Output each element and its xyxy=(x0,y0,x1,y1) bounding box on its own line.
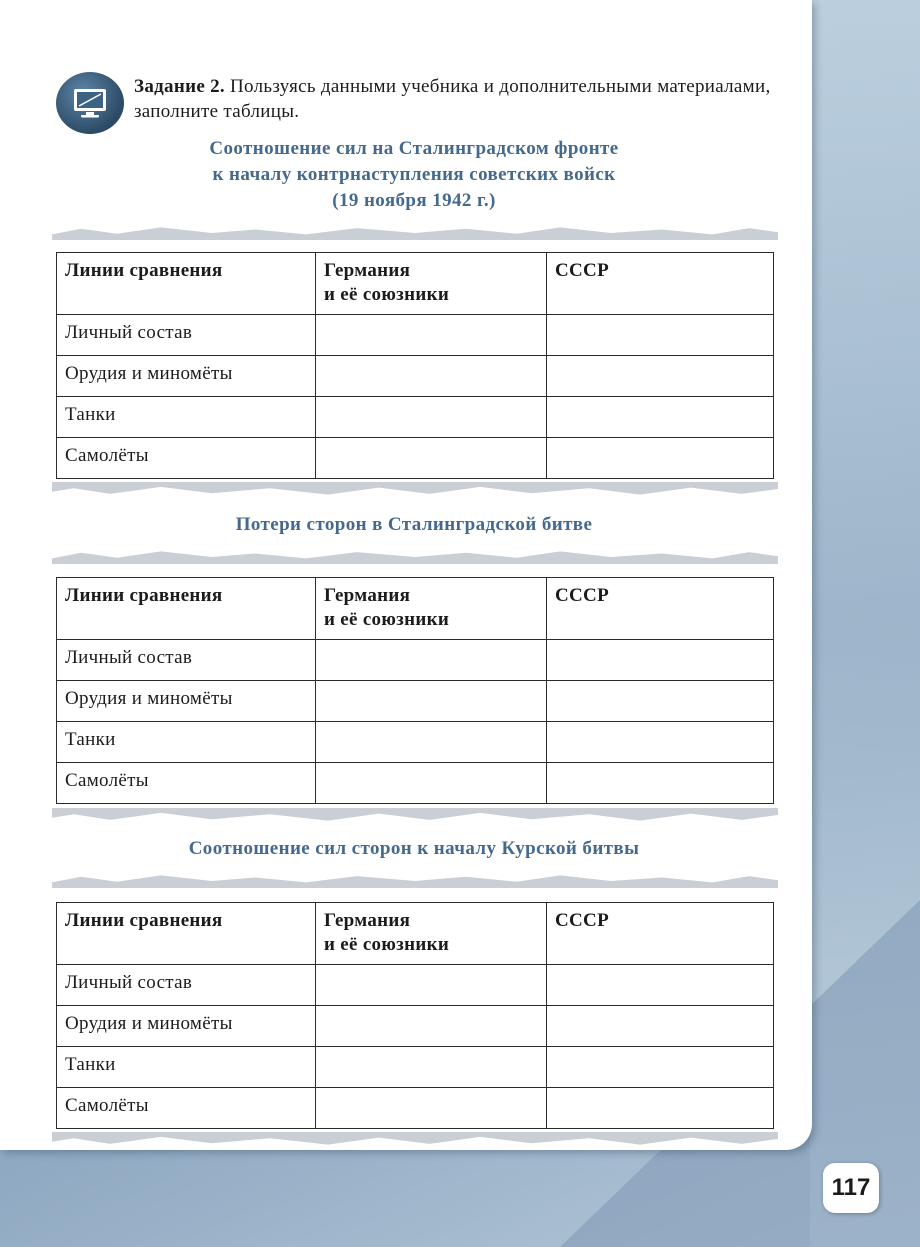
row-label: Танки xyxy=(57,397,316,438)
table-row xyxy=(57,397,774,438)
germany-answer-cell[interactable] xyxy=(316,438,547,479)
column-header: СССР xyxy=(547,578,774,640)
table-row xyxy=(57,640,774,681)
table-row xyxy=(57,681,774,722)
caption-line: к началу контрнаступления советских войск xyxy=(212,164,616,185)
ussr-answer-cell[interactable] xyxy=(547,397,774,438)
row-label: Личный состав xyxy=(57,965,316,1006)
table-2 xyxy=(56,577,774,804)
table-2-caption xyxy=(56,512,772,538)
table-1 xyxy=(56,252,774,479)
torn-edge-bottom xyxy=(52,1132,778,1146)
task-label: Задание 2. xyxy=(134,76,225,97)
ussr-answer-cell[interactable] xyxy=(547,640,774,681)
germany-answer-cell[interactable] xyxy=(316,397,547,438)
row-label: Орудия и миномёты xyxy=(57,681,316,722)
germany-answer-cell[interactable] xyxy=(316,640,547,681)
column-header: Германия и её союзники xyxy=(316,903,547,965)
row-label: Танки xyxy=(57,722,316,763)
row-label: Орудия и миномёты xyxy=(57,1006,316,1047)
caption-line: (19 ноября 1942 г.) xyxy=(332,190,496,211)
ussr-answer-cell[interactable] xyxy=(547,1006,774,1047)
ussr-answer-cell[interactable] xyxy=(547,438,774,479)
row-label: Личный состав xyxy=(57,640,316,681)
torn-edge-bottom xyxy=(52,482,778,496)
ussr-answer-cell[interactable] xyxy=(547,763,774,804)
page-number: 117 xyxy=(823,1163,879,1213)
row-label: Личный состав xyxy=(57,315,316,356)
germany-answer-cell[interactable] xyxy=(316,965,547,1006)
row-label: Самолёты xyxy=(57,763,316,804)
torn-edge-top xyxy=(52,226,778,240)
table-row xyxy=(57,722,774,763)
row-label: Самолёты xyxy=(57,438,316,479)
row-label: Танки xyxy=(57,1047,316,1088)
germany-answer-cell[interactable] xyxy=(316,1006,547,1047)
column-header: Линии сравнения xyxy=(57,253,316,315)
column-header: СССР xyxy=(547,253,774,315)
germany-answer-cell[interactable] xyxy=(316,315,547,356)
table-row xyxy=(57,1006,774,1047)
ussr-answer-cell[interactable] xyxy=(547,1088,774,1129)
column-header: СССР xyxy=(547,903,774,965)
torn-edge-bottom xyxy=(52,808,778,822)
column-header: Германия и её союзники xyxy=(316,253,547,315)
germany-answer-cell[interactable] xyxy=(316,681,547,722)
table-row xyxy=(57,763,774,804)
table-3 xyxy=(56,902,774,1129)
ussr-answer-cell[interactable] xyxy=(547,681,774,722)
ussr-answer-cell[interactable] xyxy=(547,356,774,397)
table-header-row xyxy=(57,578,774,640)
row-label: Орудия и миномёты xyxy=(57,356,316,397)
ussr-answer-cell[interactable] xyxy=(547,722,774,763)
table-header-row xyxy=(57,253,774,315)
caption-line: Потери сторон в Сталинградской битве xyxy=(235,514,593,535)
table-row xyxy=(57,1047,774,1088)
torn-edge-top xyxy=(52,874,778,888)
task-instruction xyxy=(134,74,784,124)
ussr-answer-cell[interactable] xyxy=(547,965,774,1006)
caption-line: Соотношение сил на Сталинградском фронте xyxy=(209,138,619,159)
column-header: Германия и её союзники xyxy=(316,578,547,640)
ussr-answer-cell[interactable] xyxy=(547,1047,774,1088)
table-row xyxy=(57,1088,774,1129)
task-body: Пользуясь данными учебника и дополнительными материалами, заполните таблицы. xyxy=(134,76,771,122)
germany-answer-cell[interactable] xyxy=(316,1088,547,1129)
table-row xyxy=(57,438,774,479)
column-header: Линии сравнения xyxy=(57,903,316,965)
table-row xyxy=(57,315,774,356)
table-1-caption xyxy=(56,136,772,214)
computer-monitor-icon xyxy=(56,72,124,134)
table-header-row xyxy=(57,903,774,965)
ussr-answer-cell[interactable] xyxy=(547,315,774,356)
column-header: Линии сравнения xyxy=(57,578,316,640)
table-row xyxy=(57,356,774,397)
germany-answer-cell[interactable] xyxy=(316,763,547,804)
table-3-caption xyxy=(56,836,772,862)
germany-answer-cell[interactable] xyxy=(316,1047,547,1088)
germany-answer-cell[interactable] xyxy=(316,356,547,397)
caption-line: Соотношение сил сторон к началу Курской битвы xyxy=(188,838,640,859)
torn-edge-top xyxy=(52,550,778,564)
germany-answer-cell[interactable] xyxy=(316,722,547,763)
row-label: Самолёты xyxy=(57,1088,316,1129)
table-row xyxy=(57,965,774,1006)
